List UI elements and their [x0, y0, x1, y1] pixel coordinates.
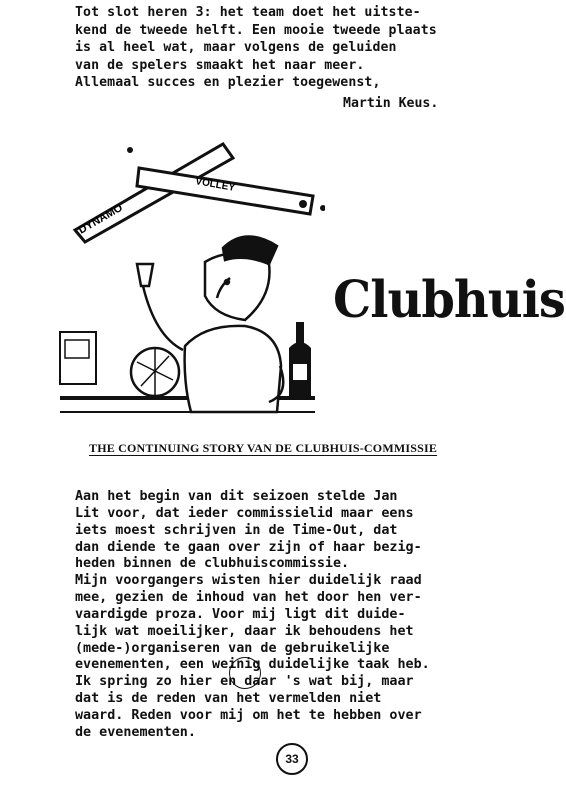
- body-line: evenementen, een weinig duidelijke taak heb.: [75, 657, 430, 673]
- author-signature: Martin Keus.: [343, 96, 439, 111]
- page-number: 33: [276, 743, 308, 775]
- intro-line: kend de tweede helft. Een mooie tweede plaats: [75, 22, 437, 38]
- body-line: de evenementen.: [75, 724, 196, 740]
- intro-paragraph: [75, 4, 545, 92]
- body-line: dan diende te gaan over zijn of haar bezig-: [75, 539, 422, 555]
- cartoon-man-graphic: [131, 236, 283, 412]
- intro-line: Allemaal succes en plezier toegewenst,: [75, 75, 381, 91]
- cartoon-illustration: [55, 136, 325, 432]
- intro-line: is al heel wat, maar volgens de geluiden: [75, 40, 397, 56]
- body-line: iets moest schrijven in de Time-Out, dat: [75, 522, 398, 538]
- body-line: Mijn voorgangers wisten hier duidelijk raad: [75, 573, 422, 589]
- body-line: Lit voor, dat ieder commissielid maar eens: [75, 505, 414, 521]
- body-line: heden binnen de clubhuiscommissie.: [75, 556, 350, 572]
- banner-label-right: VOLLEY: [194, 176, 236, 194]
- banner-label-left: DYNAMO: [76, 201, 125, 237]
- intro-line: van de spelers smaakt het naar meer.: [75, 57, 365, 73]
- body-line: (mede-)organiseren van de gebruikelijke: [75, 640, 390, 656]
- body-line: vaardigde proza. Voor mij ligt dit duide-: [75, 606, 406, 622]
- body-line: Ik spring zo hier en daar 's wat bij, maar: [75, 674, 414, 690]
- body-line: Aan het begin van dit seizoen stelde Jan: [75, 489, 398, 504]
- body-line: dat is de reden van het vermelden niet: [75, 691, 382, 707]
- bottle-graphic: [289, 322, 311, 396]
- section-title: Clubhuis: [333, 270, 565, 330]
- section-subtitle: THE CONTINUING STORY VAN DE CLUBHUIS-COMMISSIE: [89, 441, 438, 455]
- body-line: lijk wat moeilijker, daar ik behoudens het: [75, 623, 414, 639]
- article-body: [75, 489, 545, 742]
- body-line: mee, gezien de inhoud van het door hen ver-: [75, 590, 422, 606]
- intro-line: Tot slot heren 3: het team doet het uitste-: [75, 5, 421, 20]
- banner-graphic: [75, 144, 325, 242]
- body-line: waard. Reden voor mij om het te hebben over: [75, 707, 422, 723]
